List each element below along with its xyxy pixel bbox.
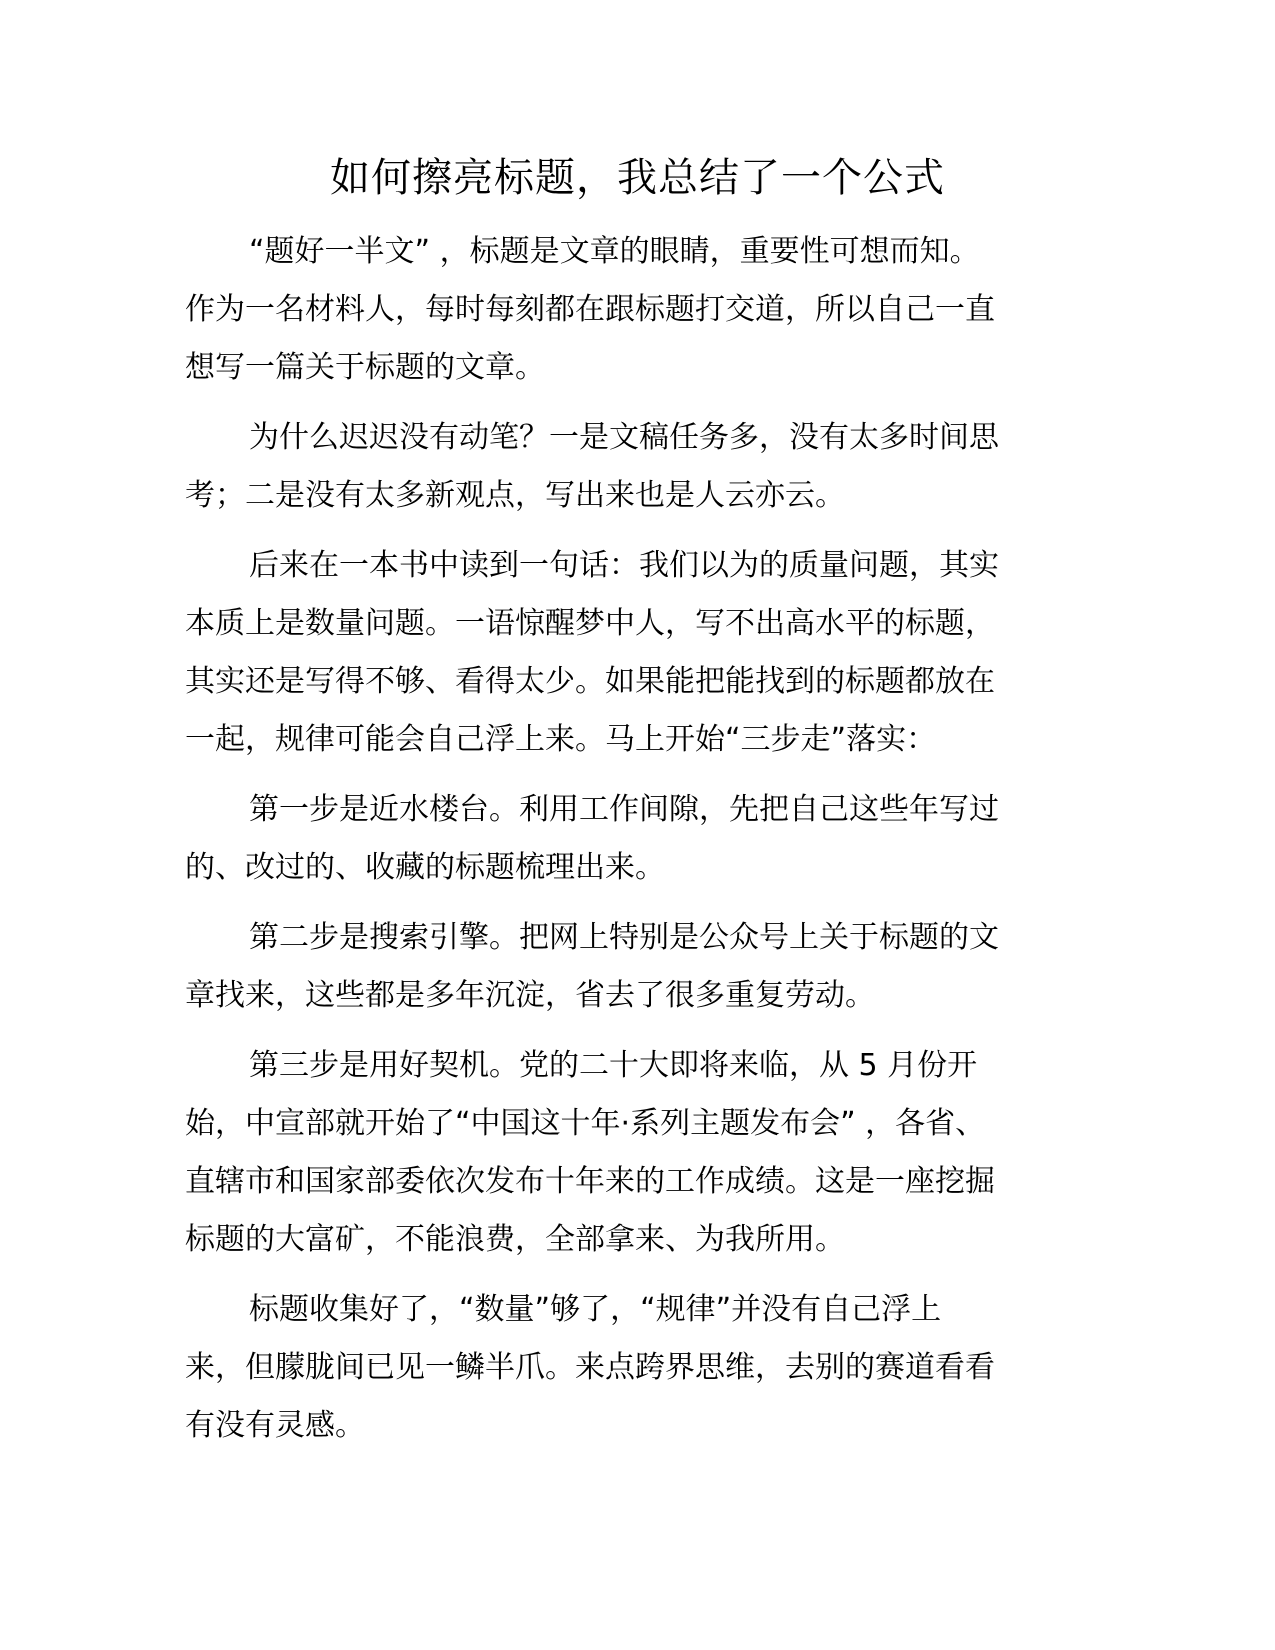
paragraph-line: 后来在一本书中读到一句话：我们以为的质量问题，其实: [249, 548, 999, 583]
paragraph-6: [185, 1037, 1085, 1269]
paragraph-3: [185, 537, 1085, 769]
paragraph-line: 章找来，这些都是多年沉淀，省去了很多重复劳动。: [185, 978, 875, 1013]
page-title: 如何擦亮标题，我总结了一个公式: [330, 155, 945, 201]
paragraph-line: 考；二是没有太多新观点，写出来也是人云亦云。: [185, 478, 845, 513]
document-body: [185, 223, 1085, 1467]
paragraph-line: 作为一名材料人，每时每刻都在跟标题打交道，所以自己一直: [185, 292, 995, 327]
paragraph-7: [185, 1281, 1085, 1455]
paragraph-5: [185, 909, 1085, 1025]
paragraph-line: 始，中宣部就开始了“中国这十年·系列主题发布会” ，各省、: [185, 1106, 986, 1141]
paragraph-line: 第三步是用好契机。党的二十大即将来临，从 5 月份开: [249, 1048, 978, 1083]
paragraph-line: 想写一篇关于标题的文章。: [185, 350, 545, 385]
paragraph-line: 的、改过的、收藏的标题梳理出来。: [185, 850, 665, 885]
paragraph-line: 第二步是搜索引擎。把网上特别是公众号上关于标题的文: [249, 920, 999, 955]
paragraph-line: “题好一半文” ，标题是文章的眼睛，重要性可想而知。: [249, 234, 980, 269]
paragraph-1: [185, 223, 1085, 397]
paragraph-2: [185, 409, 1085, 525]
paragraph-line: 本质上是数量问题。一语惊醒梦中人，写不出高水平的标题，: [185, 606, 995, 641]
paragraph-line: 有没有灵感。: [185, 1408, 365, 1443]
paragraph-line: 第一步是近水楼台。利用工作间隙，先把自己这些年写过: [249, 792, 999, 827]
paragraph-line: 标题的大富矿，不能浪费，全部拿来、为我所用。: [185, 1222, 845, 1257]
paragraph-4: [185, 781, 1085, 897]
paragraph-line: 直辖市和国家部委依次发布十年来的工作成绩。这是一座挖掘: [185, 1164, 995, 1199]
paragraph-line: 标题收集好了，“数量”够了，“规律”并没有自己浮上: [249, 1292, 942, 1327]
paragraph-line: 一起，规律可能会自己浮上来。马上开始“三步走”落实：: [185, 722, 937, 757]
paragraph-line: 来，但朦胧间已见一鳞半爪。来点跨界思维，去别的赛道看看: [185, 1350, 995, 1385]
paragraph-line: 为什么迟迟没有动笔？一是文稿任务多，没有太多时间思: [249, 420, 999, 455]
paragraph-line: 其实还是写得不够、看得太少。如果能把能找到的标题都放在: [185, 664, 995, 699]
